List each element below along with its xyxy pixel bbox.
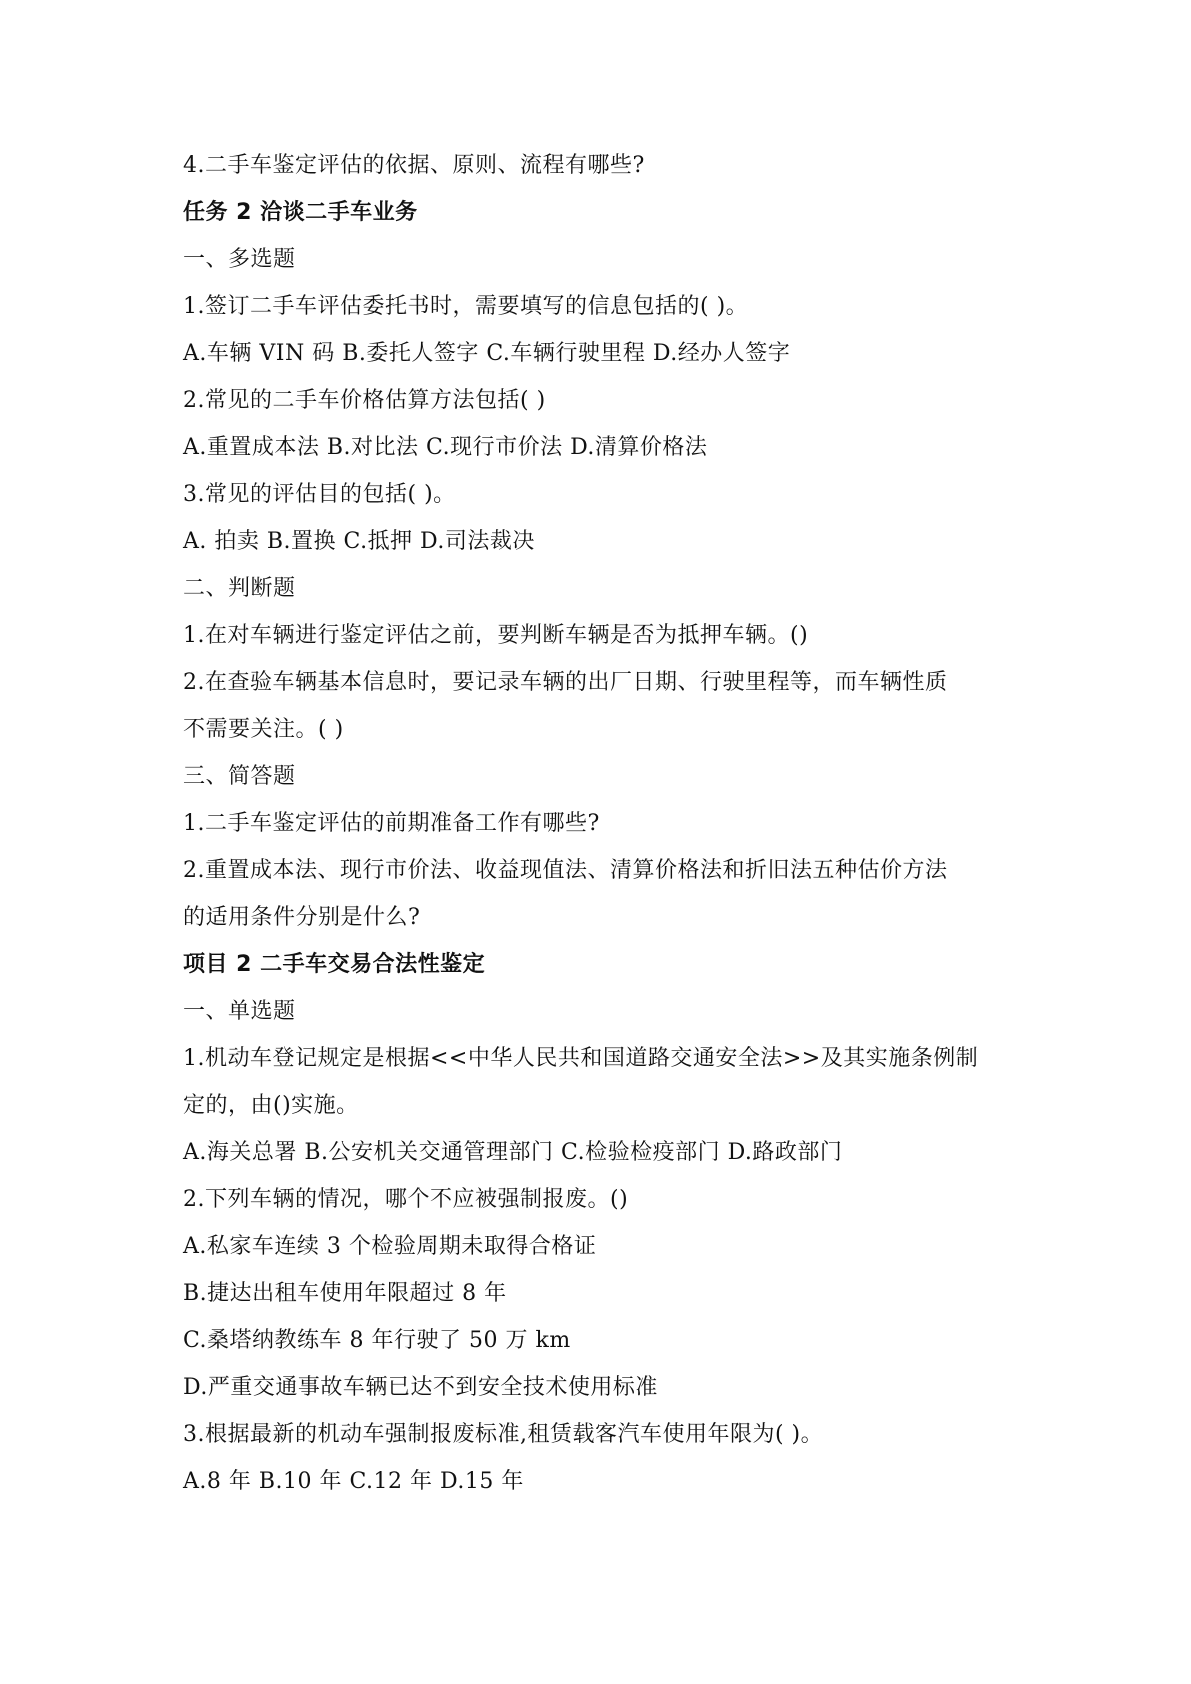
question-text: 2.下列车辆的情况，哪个不应被强制报废。() [183,1187,629,1212]
question-text: 3.根据最新的机动车强制报废标准,租赁载客汽车使用年限为( )。 [183,1422,824,1447]
section-short-answer-heading: 三、简答题 [183,764,296,789]
project-2-heading: 项目 2 二手车交易合法性鉴定 [183,952,486,977]
question-text: 2.常见的二手车价格估算方法包括( ) [183,388,546,413]
answer-options: A. 拍卖 B.置换 C.抵押 D.司法裁决 [183,529,535,554]
task-2-heading: 任务 2 洽谈二手车业务 [183,200,418,225]
document-page [183,142,1013,1505]
answer-option-c: C.桑塔纳教练车 8 年行驶了 50 万 km [183,1328,571,1353]
section-true-false-heading: 二、判断题 [183,576,296,601]
question-text: 1.签订二手车评估委托书时，需要填写的信息包括的( )。 [183,294,749,319]
answer-option-a: A.私家车连续 3 个检验周期未取得合格证 [183,1234,597,1259]
answer-option-b: B.捷达出租车使用年限超过 8 年 [183,1281,507,1306]
question-text: 2.重置成本法、现行市价法、收益现值法、清算价格法和折旧法五种估价方法 [183,858,948,883]
question-text-continued: 不需要关注。( ) [183,717,344,742]
answer-options: A.重置成本法 B.对比法 C.现行市价法 D.清算价格法 [183,435,708,460]
question-text: 1.二手车鉴定评估的前期准备工作有哪些? [183,811,600,836]
answer-options: A.8 年 B.10 年 C.12 年 D.15 年 [183,1469,524,1494]
question-text-continued: 的适用条件分别是什么? [183,905,421,930]
section-multiple-choice-heading: 一、多选题 [183,247,296,272]
question-text: 1.在对车辆进行鉴定评估之前，要判断车辆是否为抵押车辆。() [183,623,809,648]
question-text: 1.机动车登记规定是根据<<中华人民共和国道路交通安全法>>及其实施条例制 [183,1046,979,1071]
answer-option-d: D.严重交通事故车辆已达不到安全技术使用标准 [183,1375,658,1400]
section-single-choice-heading: 一、单选题 [183,999,296,1024]
answer-options: A.车辆 VIN 码 B.委托人签字 C.车辆行驶里程 D.经办人签字 [183,341,791,366]
question-text: 3.常见的评估目的包括( )。 [183,482,456,507]
question-text: 2.在查验车辆基本信息时，要记录车辆的出厂日期、行驶里程等，而车辆性质 [183,670,948,695]
question-4-short-answer: 4.二手车鉴定评估的依据、原则、流程有哪些? [183,153,645,178]
answer-options: A.海关总署 B.公安机关交通管理部门 C.检验检疫部门 D.路政部门 [183,1140,843,1165]
question-text-continued: 定的，由()实施。 [183,1093,359,1118]
